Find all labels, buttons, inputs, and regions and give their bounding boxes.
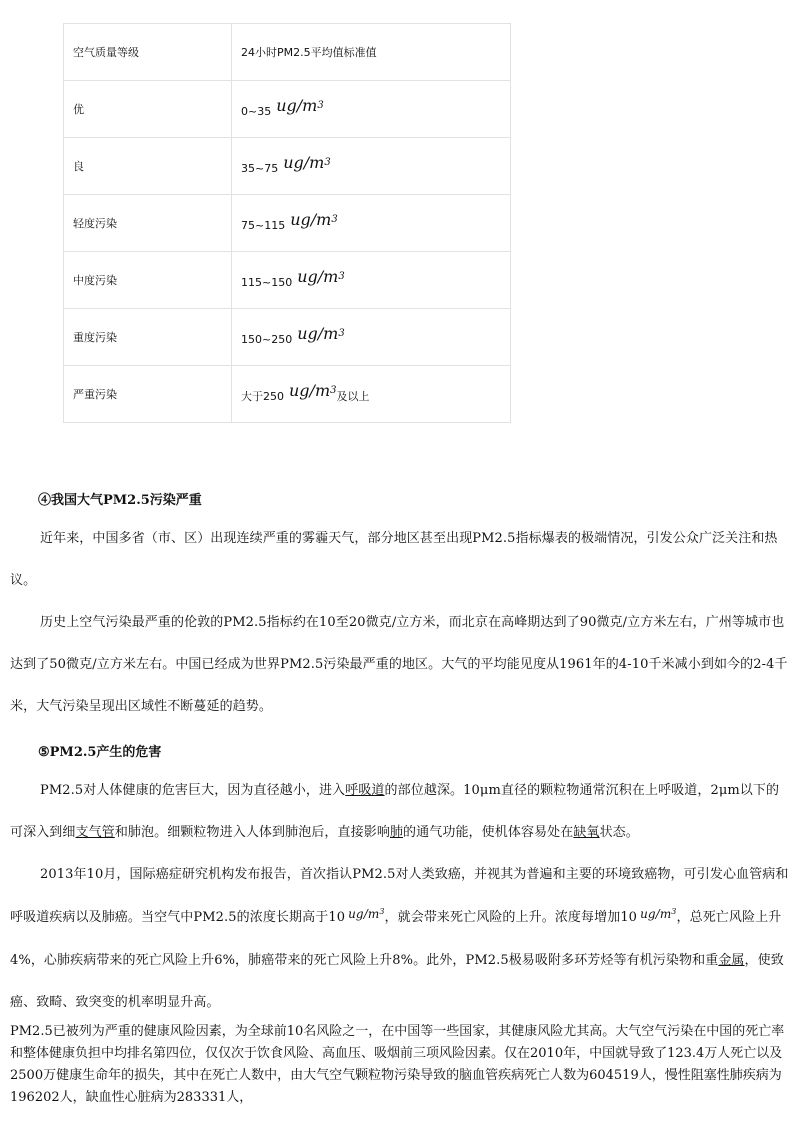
table-row — [64, 366, 511, 423]
standard-cell — [232, 309, 511, 366]
link-lung[interactable]: 肺 — [389, 825, 404, 840]
unit-formula: $ug/m^3$ — [283, 152, 331, 172]
level-cell: 重度污染 — [64, 309, 232, 366]
link-bronchi[interactable]: 支气管 — [75, 825, 115, 840]
paragraph-cancer-report: 2013年10月，国际癌症研究机构发布报告，首次指认PM2.5对人类致癌，并视其为普遍和主要的环境致癌物，可引发心血管病和呼吸道疾病以及肺癌。当空气中PM2.5的浓度长期高于10 $ug/m^3$，就会带来死亡风险的上升。浓度每增加10 $ug/m^3$，总死亡风险上升4%，心肺疾病带来的死亡风险上升6%，肺癌带来的死亡风险上升8%。此外，PM2.5极易吸附多环芳烃等有机污染物和重金属，使致癌、致畸、致突变的机率明显升高。 — [10, 867, 789, 1010]
standard-cell — [232, 195, 511, 252]
level-cell: 中度污染 — [64, 252, 232, 309]
standard-cell — [232, 252, 511, 309]
paragraph-risk-factor: PM2.5已被列为严重的健康风险因素，为全球前10名风险之一，在中国等一些国家，其健康风险尤其高。大气空气污染在中国的死亡率和整体健康负担中均排名第四位，仅仅次于饮食风险、高血压、吸烟前三项风险因素。仅在2010年，中国就导致了123.4万人死亡以及2500万健康生命年的损失，其中在死亡人数中，由大气空气颗粒物污染导致的脑血管疾病死亡人数为604519人，慢性阻塞性肺疾病为196202人，缺血性心脏病为283331人， — [10, 1024, 785, 1105]
standard-cell — [232, 366, 511, 423]
paragraph-health-harm: PM2.5对人体健康的危害巨大，因为直径越小，进入呼吸道的部位越深。10μm直径的颗粒物通常沉积在上呼吸道，2μm以下的可深入到细支气管和肺泡。细颗粒物进入人体到肺泡后，直接影响肺的通气功能，使机体容易处在缺氧状态。 — [10, 783, 780, 840]
unit-formula: $ug/m^3$ — [297, 266, 345, 286]
unit-formula: $ug/m^3$ — [289, 380, 337, 400]
aqi-standard-table — [63, 23, 511, 423]
unit-formula: $ug/m^3$ — [290, 209, 338, 229]
table-row — [64, 309, 511, 366]
link-hypoxia[interactable]: 缺氧 — [573, 825, 600, 840]
paragraph-history: 历史上空气污染最严重的伦敦的PM2.5指标约在10至20微克/立方米，而北京在高峰期达到了90微克/立方米左右，广州等城市也达到了50微克/立方米左右。中国已经成为世界PM2.5污染最严重的地区。大气的平均能见度从1961年的4-10千米减小到如今的2-4千米，大气污染呈现出区域性不断蔓延的趋势。 — [10, 615, 788, 714]
range-value: 大于250 — [241, 389, 284, 403]
level-cell: 优 — [64, 81, 232, 138]
range-value: 75~115 — [241, 218, 286, 232]
range-suffix: 及以上 — [336, 389, 370, 403]
table-row — [64, 252, 511, 309]
range-value: 35~75 — [241, 161, 279, 175]
header-level: 空气质量等级 — [64, 24, 232, 81]
table-row — [64, 81, 511, 138]
table-row — [64, 195, 511, 252]
table-header-row — [64, 24, 511, 81]
range-value: 0~35 — [241, 104, 272, 118]
standard-cell — [232, 138, 511, 195]
standard-cell — [232, 81, 511, 138]
unit-formula: $ug/m^3$ — [297, 323, 345, 343]
level-cell: 严重污染 — [64, 366, 232, 423]
section-heading-4: ④我国大气PM2.5污染严重 — [38, 493, 202, 508]
header-standard: 24小时PM2.5平均值标准值 — [232, 24, 511, 81]
range-value: 150~250 — [241, 332, 293, 346]
unit-formula: $ug/m^3$ — [276, 95, 324, 115]
link-metal[interactable]: 金属 — [718, 953, 745, 968]
level-cell: 轻度污染 — [64, 195, 232, 252]
level-cell: 良 — [64, 138, 232, 195]
paragraph-haze: 近年来，中国多省（市、区）出现连续严重的雾霾天气，部分地区甚至出现PM2.5指标爆表的极端情况，引发公众广泛关注和热议。 — [10, 531, 778, 588]
link-respiratory-tract[interactable]: 呼吸道 — [345, 783, 385, 798]
unit-formula: $ug/m^3$ — [348, 907, 385, 921]
table-row — [64, 138, 511, 195]
range-value: 115~150 — [241, 275, 293, 289]
unit-formula: $ug/m^3$ — [640, 907, 677, 921]
section-heading-5: ⑤PM2.5产生的危害 — [38, 745, 162, 760]
